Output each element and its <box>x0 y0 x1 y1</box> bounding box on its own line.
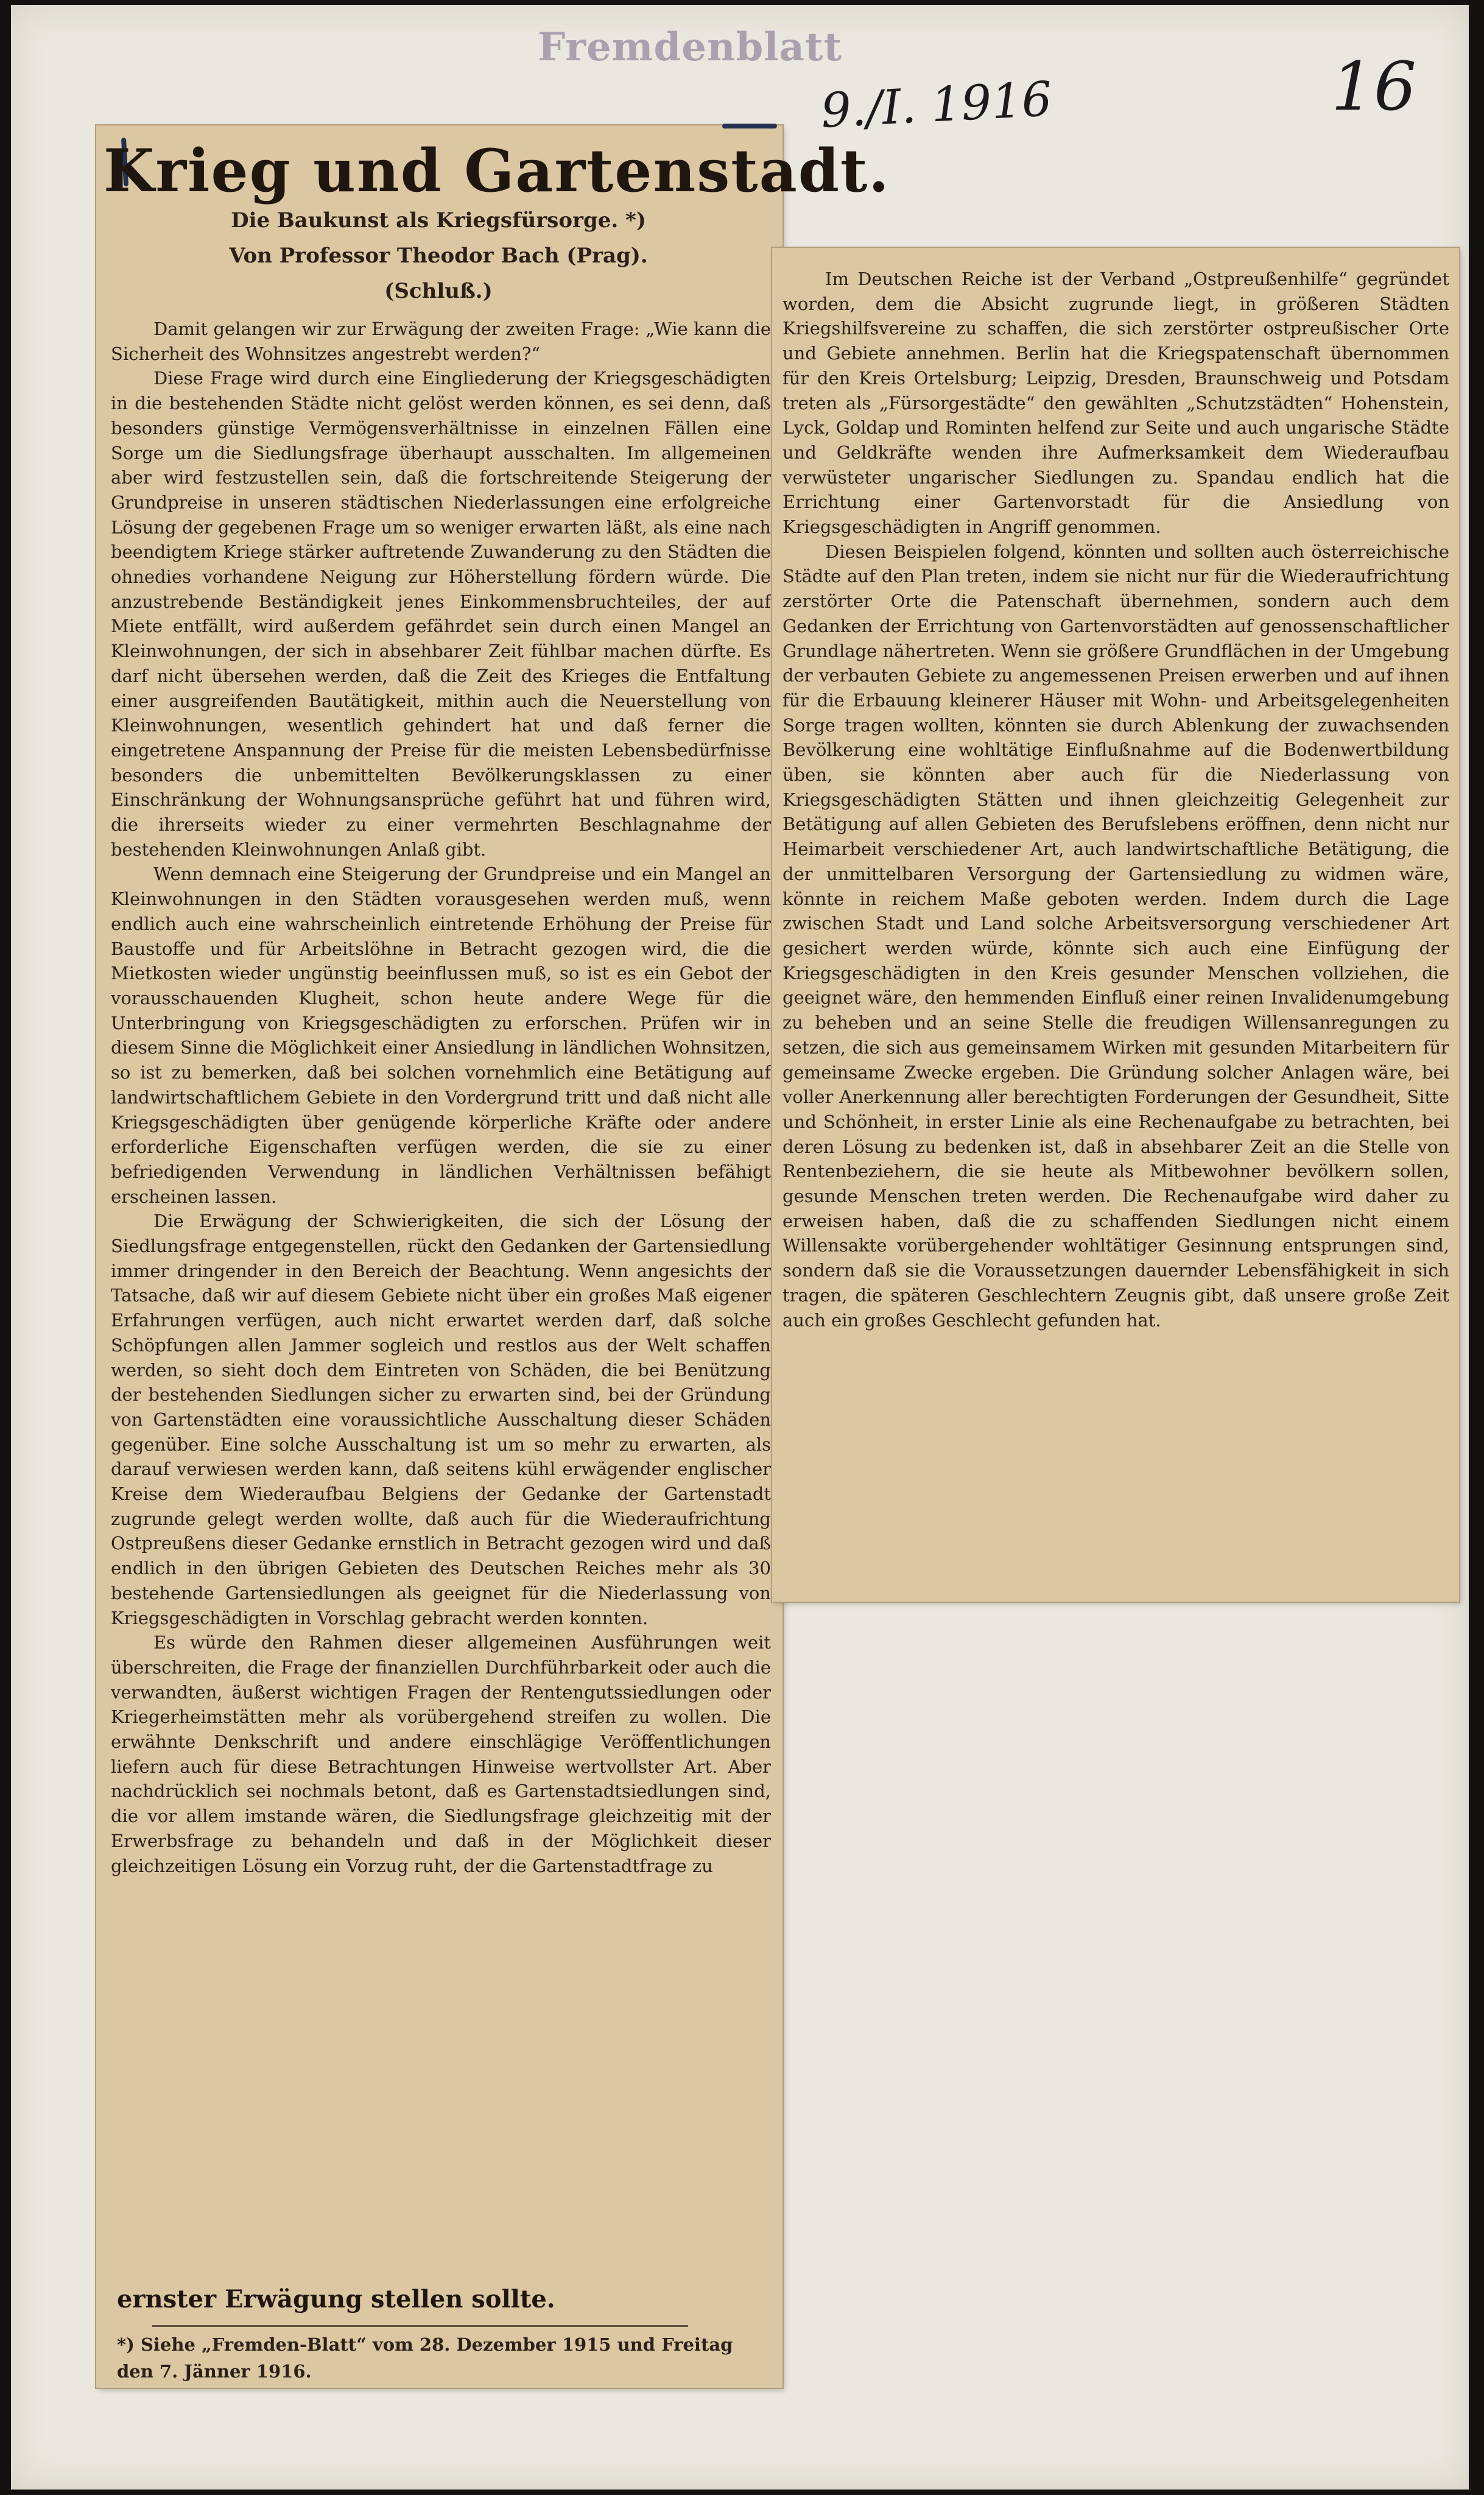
paragraph: Die Erwägung der Schwierigkeiten, die sich der Lösung der Siedlungsfrage entgegenstellen, rückt den Gedanken der Gartensiedlung immer dringender in den Bereich der Beachtung. Wenn angesichts der Tatsache, daß wir auf diesem Gebiete nicht über ein großes Maß eigener Erfahrungen verfügen, auch nicht erwartet werden darf, daß solche Schöpfungen allen Jammer sogleich und restlos aus der Welt schaffen werden, so sieht doch dem Eintreten von Schäden, die bei Benützung der bestehenden Siedlungen sicher zu erwarten sind, bei der Gründung von Gartenstädten eine voraussichtliche Ausschaltung dieser Schäden gegenüber. Eine solche Ausschaltung ist um so mehr zu erwarten, als darauf verwiesen werden kann, daß seitens kühl erwägender englischer Kreise dem Wiederaufbau Belgiens der Gedanke der Gartenstadt zugrunde gelegt werden wollte, daß auch für die Wiederaufrichtung Ostpreußens dieser Gedanke ernstlich in Betracht gezogen wird und daß endlich in den übrigen Gebieten des Deutschen Reiches mehr als 30 bestehende Gartensiedlungen als geeignet für die Niederlassung von Kriegsgeschädigten in Vorschlag gebracht werden konnten. <box>111 1211 771 1628</box>
newspaper-stamp: Fremdenblatt <box>538 24 843 70</box>
pen-mark-top <box>722 124 777 128</box>
footnote-rule <box>152 2325 688 2327</box>
paragraph: Im Deutschen Reiche ist der Verband „Ostpreußenhilfe“ gegründet worden, dem die Absicht zugrunde liegt, in größeren Städten Kriegshilfsvereine zu schaffen, die sich zerstörter ostpreußischer Orte und Gebiete annehmen. Berlin hat die Kriegspatenschaft übernommen für den Kreis Ortelsburg; Leipzig, Dresden, Braunschweig und Potsdam treten als „Fürsorgestädte“ den gewählten „Schutzstädten“ Hohenstein, Lyck, Goldap und Rominten helfend zur Seite und auch ungarische Städte und Geldkräfte wenden ihre Aufmerksamkeit dem Wiederaufbau verwüsteter ungarischer Siedlungen zu. Spandau endlich hat die Errichtung einer Gartenvorstadt für die Ansiedlung von Kriegsgeschädigten in Angriff genommen. <box>782 269 1449 538</box>
paragraph: Diesen Beispielen folgend, könnten und sollten auch österreichische Städte auf den Plan treten, indem sie nicht nur für die Wiederaufrichtung zerstörter Orte die Patenschaft übernehmen, sondern auch dem Gedanken der Errichtung von Gartenvorstädten auf genossenschaftlicher Grundlage nähertreten. Wenn sie größere Grundflächen in der Umgebung der verbauten Gebiete zu angemessenen Preisen erwerben und auf ihnen für die Erbauung kleinerer Häuser mit Wohn- und Arbeitsgelegenheiten Sorge tragen wollten, könnten sie durch Ablenkung der zuwachsenden Bevölkerung eine wohltätige Einflußnahme auf die Bodenwertbildung üben, sie könnten aber auch für die Niederlassung von Kriegsgeschädigten Stätten und ihnen gleichzeitig Gelegenheit zur Betätigung auf allen Gebieten des Berufslebens eröffnen, denn nicht nur Heimarbeit verschiedener Art, auch landwirtschaftliche Betätigung, die der unmittelbaren Versorgung der Gartensiedlung zu widmen wäre, könnte in reichem Maße geboten werden. Indem durch die Lage zwischen Stadt und Land solche Arbeitsversorgung verschiedener Art gesichert werden würde, könnte sich auch eine Einfügung der Kriegsgeschädigten in den Kreis gesunder Menschen vollziehen, die geeignet wäre, den hemmenden Einfluß einer reinen Invalidenumgebung zu beheben und an seine Stelle die freudigen Willensanregungen zu setzen, die sich aus gemeinsamem Wirken mit gesunden Mitarbeitern für gemeinsame Zwecke ergeben. Die Gründung solcher Anlagen wäre, bei voller Anerkennung aller berechtigten Forderungen der Gesundheit, Sitte und Schönheit, in erster Linie als eine Rechenaufgabe zu betrachten, bei deren Lösung zu bedenken ist, daß in absehbarer Zeit an die Stelle von Rentenbeziehern, die sie heute als Mitbewohner bevölkern sollen, gesunde Menschen treten werden. Die Rechenaufgabe wird daher zu erweisen haben, daß die zu schaffenden Siedlungen nicht einem Willensakte vorübergehender wohltätiger Gesinnung entsprungen sind, sondern daß sie die Voraussetzungen dauernder Lebensfähigkeit in sich tragen, die späteren Geschlechtern Zeugnis gibt, daß unsere große Zeit auch ein großes Geschlecht gefunden hat. <box>782 541 1449 1331</box>
article-part: (Schluß.) <box>384 279 493 303</box>
left-column-text <box>111 317 771 2299</box>
footnote: *) Siehe „Fremden-Blatt“ vom 28. Dezember 1915 und Freitag den 7. Jänner 1916. <box>117 2334 733 2382</box>
paragraph: Diese Frage wird durch eine Eingliederung der Kriegsgeschädigten in die bestehenden Städte nicht gelöst werden können, es sei denn, daß besonders günstige Vermögensverhältnisse in einzelnen Fällen eine Sorge um die Siedlungsfrage überhaupt ausschalten. Im allgemeinen aber wird festzustellen sein, daß die fortschreitende Steigerung der Grundpreise in unseren städtischen Niederlassungen eine erfolgreiche Lösung der gegebenen Frage um so weniger erwarten läßt, als eine nach beendigtem Kriege stärker auftretende Zuwanderung zu den Städten die ohnedies vorhandene Neigung zur Höherstellung fördern würde. Die anzustrebende Beständigkeit jenes Einkommensbruchteiles, der auf Miete entfällt, wird außerdem gefährdet sein durch einen Mangel an Kleinwohnungen, der sich in absehbarer Zeit fühlbar machen dürfte. Es darf nicht übersehen werden, daß die Zeit des Krieges die Entfaltung einer ausgreifenden Bautätigkeit, mithin auch die Neuerstellung von Kleinwohnungen, wesentlich gehindert hat und daß ferner die eingetretene Anspannung der Preise für die meisten Lebensbedürfnisse besonders die unbemittelten Bevölkerungsklassen zu einer Einschränkung der Wohnungsansprüche geführt hat und führen wird, die ihrerseits wieder zu einer vermehrten Beschlagnahme der bestehenden Kleinwohnungen Anlaß gibt. <box>111 368 771 860</box>
article-author: Von Professor Theodor Bach (Prag). <box>229 244 648 268</box>
right-column-text <box>782 267 1449 1585</box>
closing-line: ernster Erwägung stellen sollte. <box>117 2285 555 2314</box>
handwritten-page-number: 16 <box>1331 48 1416 125</box>
paragraph: Es würde den Rahmen dieser allgemeinen Ausführungen weit überschreiten, die Frage der finanziellen Durchführbarkeit oder auch die verwandten, äußerst wichtigen Fragen der Rentengutssiedlungen oder Kriegerheimstätten mehr als vorübergehend streifen zu wollen. Die erwähnte Denkschrift und andere einschlägige Veröffentlichungen liefern auch für diese Betrachtungen Hinweise wertvollster Art. Aber nachdrücklich sei nochmals betont, daß es Gartenstadtsiedlungen sind, die vor allem imstande wären, die Siedlungsfrage gleichzeitig mit der Erwerbsfrage zu behandeln und daß in der Möglichkeit dieser gleichzeitigen Lösung ein Vorzug ruht, der die Gartenstadtfrage zu <box>111 1632 771 1876</box>
paragraph: Damit gelangen wir zur Erwägung der zweiten Frage: „Wie kann die Sicherheit des Wohnsitzes angestrebt werden?“ <box>111 318 771 364</box>
article-subtitle: Die Baukunst als Kriegsfürsorge. *) <box>231 208 646 233</box>
article-title: Krieg und Gartenstadt. <box>104 136 890 205</box>
paragraph: Wenn demnach eine Steigerung der Grundpreise und ein Mangel an Kleinwohnungen in den Städten vorausgesehen werden muß, wenn endlich auch eine wahrscheinlich eintretende Erhöhung der Preise für Baustoffe und für Arbeitslöhne in Betracht gezogen wird, die die Mietkosten wieder ungünstig beeinflussen muß, so ist es ein Gebot der vorausschauenden Klugheit, schon heute andere Wege für die Unterbringung von Kriegsgeschädigten zu erforschen. Prüfen wir in diesem Sinne die Möglichkeit einer Ansiedlung in ländlichen Wohnsitzen, so ist zu bemerken, daß bei solchen vornehmlich eine Betätigung auf landwirtschaftlichem Gebiete in den Vordergrund tritt und daß nicht alle Kriegsgeschädigten über genügende körperliche Kräfte oder andere erforderliche Eigenschaften verfügen werden, die sie zu einer befriedigenden Verwendung in ländlichen Verhältnissen befähigt erscheinen lassen. <box>111 864 771 1207</box>
handwritten-date: 9./I. 1916 <box>819 72 1053 139</box>
